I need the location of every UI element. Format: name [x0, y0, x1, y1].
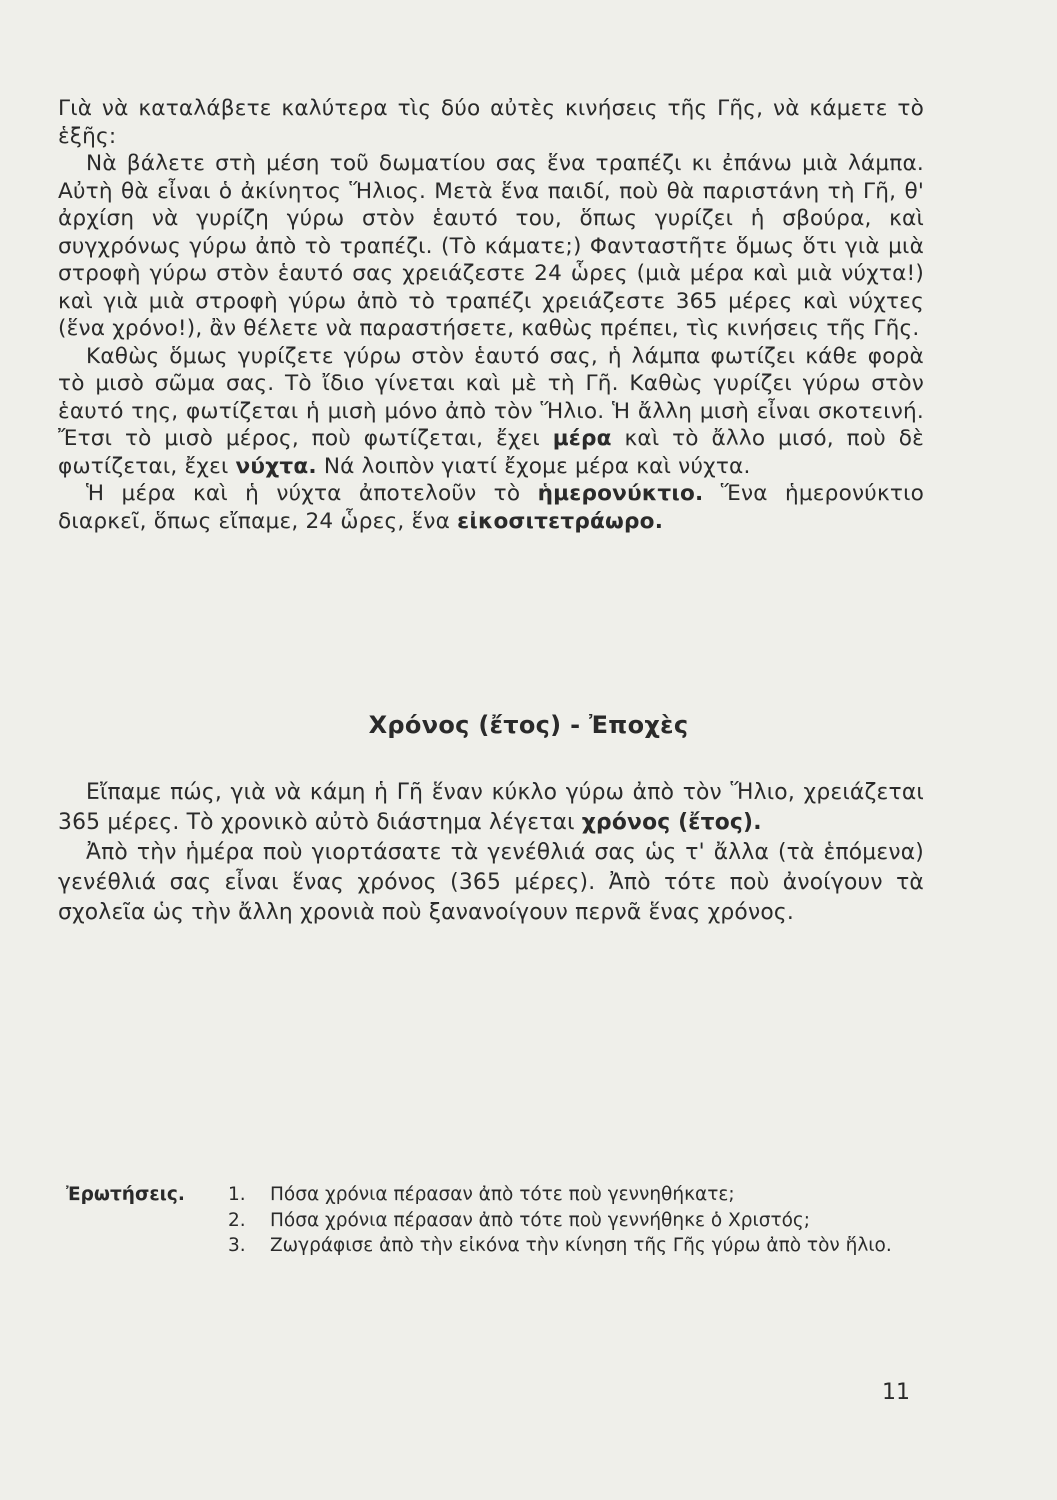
paragraph-lamp-experiment: Νὰ βάλετε στὴ μέση τοῦ δωματίου σας ἕνα τραπέζι κι ἐπάνω μιὰ λάμπα. Αὐτὴ θὰ εἶναι ὁ ἀκίνητος Ἥλιος. Μετὰ ἕνα παιδί, ποὺ θὰ παριστάνη τὴ Γῆ, θ' ἀρχίση νὰ γυρίζη γύρω στὸν ἑαυτό του, ὅπως γυρίζει ἡ σβούρα, καὶ συγχρόνως γύρω ἀπὸ τὸ τραπέζι. (Τὸ κάματε;) Φανταστῆτε ὅμως ὅτι γιὰ μιὰ στροφὴ γύρω στὸν ἑαυτό σας χρειάζεστε 24 ὧρες (μιὰ μέρα καὶ μιὰ νύχτα!) καὶ γιὰ μιὰ στροφὴ γύρω ἀπὸ τὸ τραπέζι χρειάζεστε 365 μέρες καὶ νύχτες (ἕνα χρόνο!), ἂν θέλετε νὰ παραστήσετε, καθὼς πρέπει, τὶς κινήσεις τῆς Γῆς.	[58, 151, 924, 341]
question-item	[228, 1183, 908, 1208]
questions-label: Ἐρωτήσεις.	[66, 1184, 185, 1205]
term-night: νύχτα.	[235, 453, 317, 479]
question-text: Πόσα χρόνια πέρασαν ἀπὸ τότε ποὺ γεννήθηκε ὁ Χριστός;	[270, 1209, 811, 1231]
paragraph-intro: Γιὰ νὰ καταλάβετε καλύτερα τὶς δύο αὐτὲς κινήσεις τῆς Γῆς, νὰ κάμετε τὸ ἑξῆς:	[58, 96, 924, 149]
question-number: 3.	[228, 1235, 246, 1256]
question-item	[228, 1234, 908, 1259]
term-24-hours: εἰκοσιτετράωρο.	[457, 508, 664, 534]
section-heading: Χρόνος (ἔτος) - Ἐποχὲς	[368, 711, 689, 739]
question-text: Ζωγράφισε ἀπὸ τὴν εἰκόνα τὴν κίνηση τῆς Γῆς γύρω ἀπὸ τὸν ἥλιο.	[270, 1235, 892, 1256]
page-number: 11	[882, 1380, 910, 1405]
paragraph-nychthemeron: Ἡ μέρα καὶ ἡ νύχτα ἀποτελοῦν τὸ ἡμερονύκτιο. Ἕνα ἡμερονύκτιο διαρκεῖ, ὅπως εἴπαμε, 24 ὧρες, ἕνα εἰκοσιτετράωρο.	[58, 481, 925, 534]
questions-list	[228, 1183, 908, 1260]
term-year: χρόνος (ἔτος).	[581, 810, 762, 835]
question-number: 1.	[228, 1184, 246, 1205]
term-day: μέρα	[552, 426, 612, 451]
question-number: 2.	[228, 1209, 246, 1231]
term-nychthemeron: ἡμερονύκτιο.	[537, 481, 704, 506]
paragraph-year-definition: Εἴπαμε πώς, γιὰ νὰ κάμη ἡ Γῆ ἕναν κύκλο γύρω ἀπὸ τὸν Ἥλιο, χρειάζεται 365 μέρες. Τὸ χρονικὸ αὐτὸ διάστημα λέγεται χρόνος (ἔτος).	[58, 780, 924, 835]
question-text: Πόσα χρόνια πέρασαν ἀπὸ τότε ποὺ γεννηθήκατε;	[270, 1184, 735, 1205]
paragraph-day-night: Καθὼς ὅμως γυρίζετε γύρω στὸν ἑαυτό σας, ἡ λάμπα φωτίζει κάθε φορὰ τὸ μισὸ σῶμα σας. Τὸ ἴδιο γίνεται καὶ μὲ τὴ Γῆ. Καθὼς γυρίζει γύρω στὸν ἑαυτό της, φωτίζεται ἡ μισὴ μόνο ἀπὸ τὸν Ἥλιο. Ἡ ἄλλη μισὴ εἶναι σκοτεινή. Ἔτσι τὸ μισὸ μέρος, ποὺ φωτίζεται, ἔχει μέρα καὶ τὸ ἄλλο μισό, ποὺ δὲ φωτίζεται, ἔχει νύχτα. Νά λοιπὸν γιατί ἔχομε μέρα καὶ νύχτα.	[58, 343, 924, 479]
year-section	[58, 778, 924, 928]
intro-section	[58, 95, 924, 535]
question-item	[228, 1209, 908, 1234]
paragraph-year-examples: Ἀπὸ τὴν ἡμέρα ποὺ γιορτάσατε τὰ γενέθλιά σας ὡς τ' ἄλλα (τὰ ἑπόμενα) γενέθλιά σας εἶναι ἕνας χρόνος (365 μέρες). Ἀπὸ τότε ποὺ ἀνοίγουν τὰ σχολεῖα ὡς τὴν ἄλλη χρονιὰ ποὺ ξανανοίγουν περνᾶ ἕνας χρόνος.	[58, 840, 924, 925]
